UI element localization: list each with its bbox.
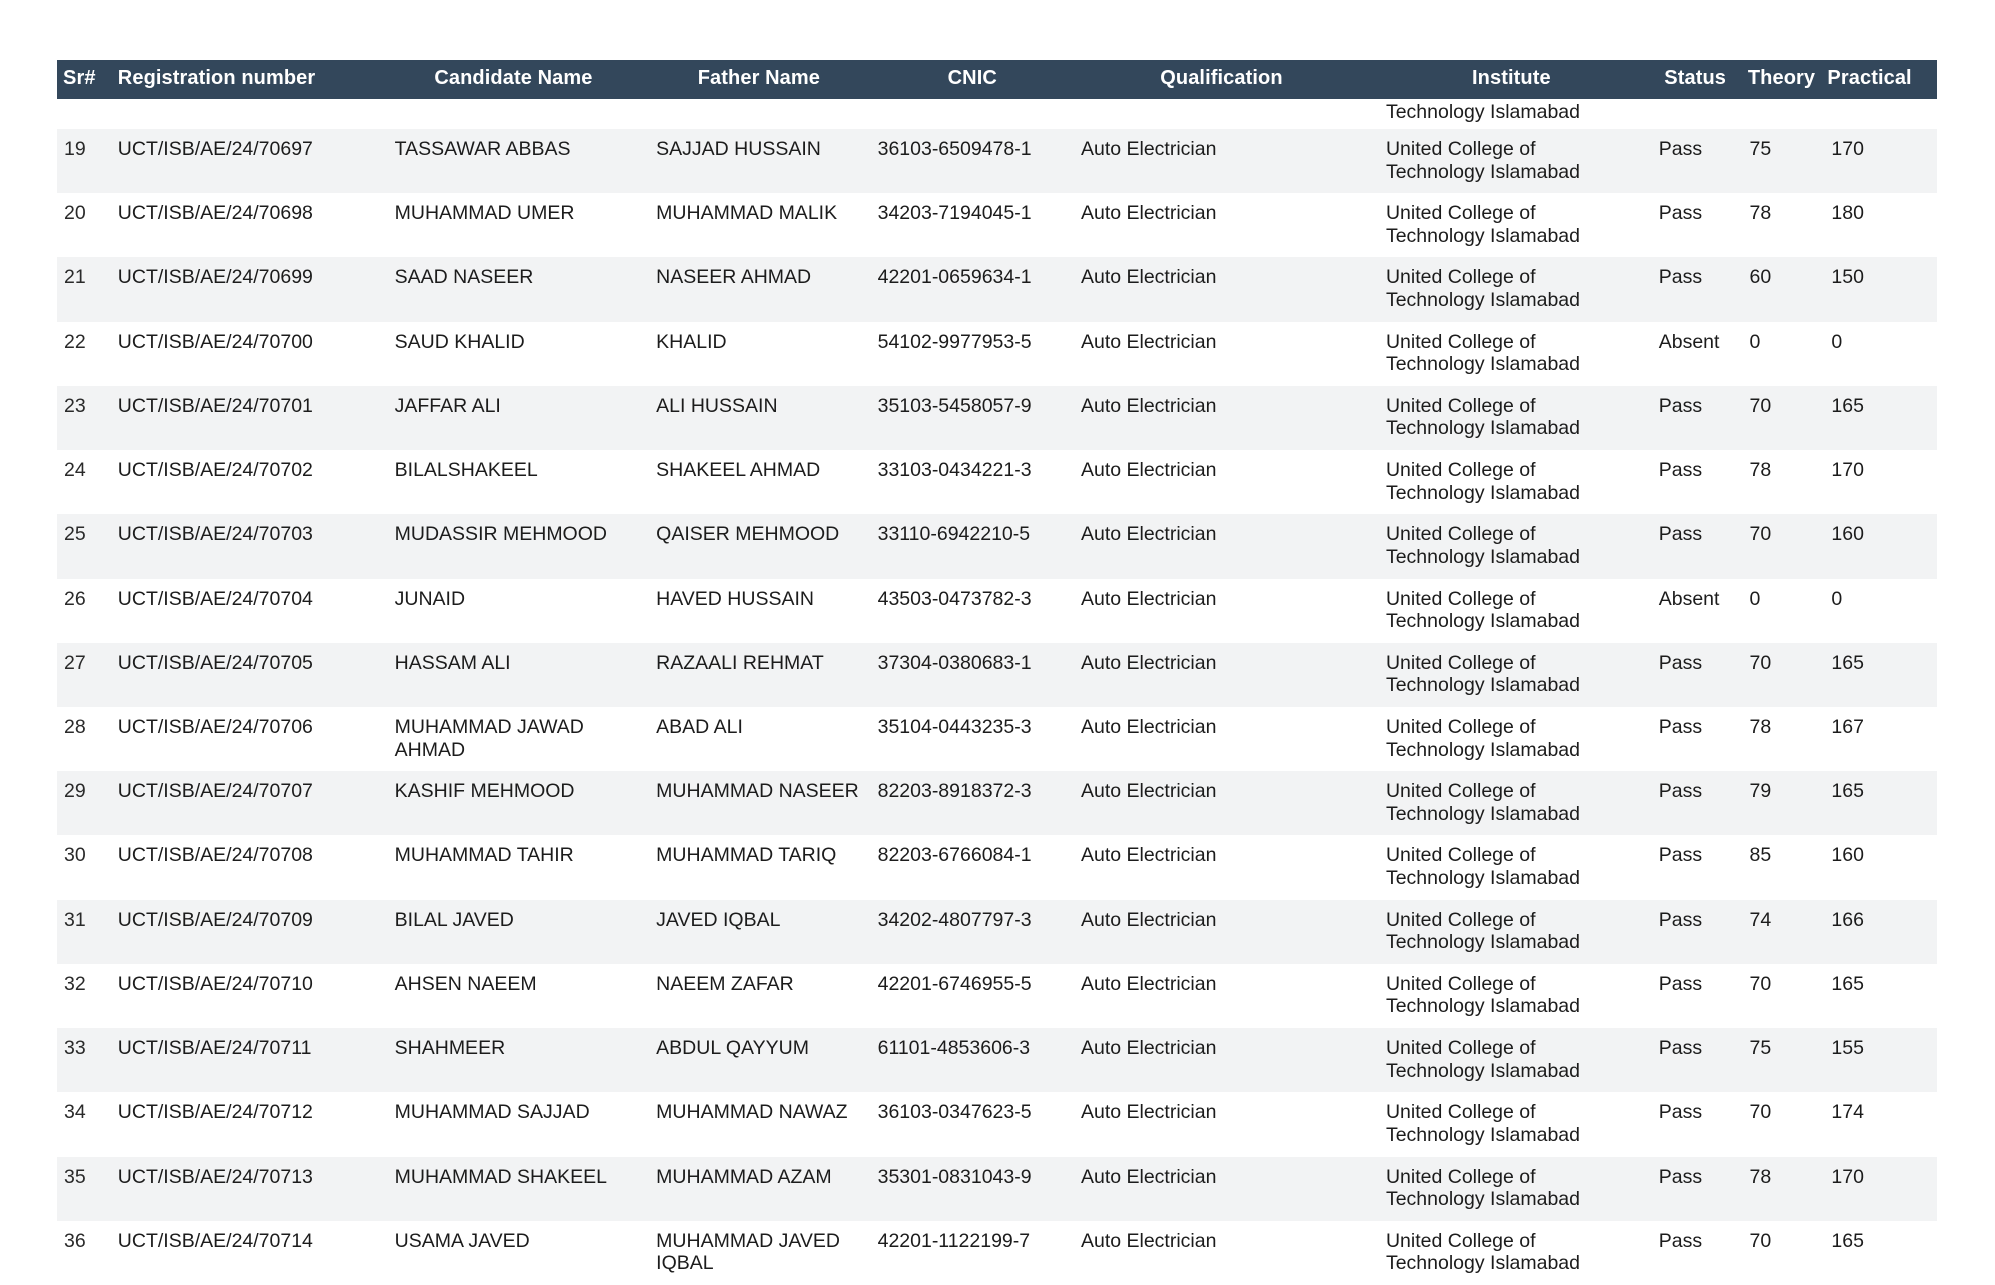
text-line: Technology Islamabad [1385,1188,1580,1211]
cell-father-name: ABAD ALI [644,707,873,771]
cell-qualification: Auto Electrician [1071,1157,1372,1221]
table-header [57,60,1937,99]
cell-qualification: Auto Electrician [1071,1221,1372,1285]
cell-registration-number: UCT/ISB/AE/24/70700 [109,322,383,386]
cell-theory-marks: 75 [1740,129,1824,193]
text-line: United College of [1385,202,1536,225]
cell-practical-marks: 165 [1823,1221,1937,1285]
cell-institute [1372,771,1651,835]
cell-cnic: 36103-0347623-5 [874,1092,1071,1156]
text-line: United College of [1385,266,1536,289]
column-header-qualification[interactable]: Qualification [1071,60,1372,99]
cell-sr: 28 [57,707,109,771]
cell-cnic: 35301-0831043-9 [874,1157,1071,1221]
table-row[interactable] [57,707,1937,771]
text-line: Technology Islamabad [1385,610,1580,633]
cell-theory-marks: 0 [1740,322,1824,386]
cell-theory-marks: 0 [1740,579,1824,643]
text-line: United College of [1385,523,1536,546]
text-line: United College of [1385,1229,1536,1252]
cell-qualification: Auto Electrician [1071,643,1372,707]
cell-qualification: Auto Electrician [1071,386,1372,450]
cell-theory-marks: 78 [1740,707,1824,771]
table-row-carryover [57,99,1937,129]
cell-status: Pass [1651,1157,1740,1221]
text-line: United College of [1385,138,1536,160]
cell-candidate-name: SAUD KHALID [383,322,645,386]
cell-sr: 21 [57,257,109,321]
cell-cnic: 42201-6746955-5 [874,964,1071,1028]
cell-institute [1372,1028,1651,1092]
cell-registration-number: UCT/ISB/AE/24/70708 [109,835,383,899]
cell-status: Absent [1651,579,1740,643]
cell-practical-marks: 150 [1823,257,1937,321]
empty-cell [1740,99,1824,129]
cell-candidate-name: BILALSHAKEEL [383,450,645,514]
cell-registration-number: UCT/ISB/AE/24/70701 [109,386,383,450]
cell-registration-number: UCT/ISB/AE/24/70697 [109,129,383,193]
table-row[interactable] [57,900,1937,964]
cell-father-name: HAVED HUSSAIN [644,579,873,643]
cell-father-name: NASEER AHMAD [644,257,873,321]
cell-candidate-name: TASSAWAR ABBAS [383,129,645,193]
cell-cnic: 54102-9977953-5 [874,322,1071,386]
text-line: United College of [1385,780,1536,803]
text-line: Technology Islamabad [1385,545,1580,568]
cell-practical-marks: 170 [1823,129,1937,193]
column-header-status[interactable]: Status [1651,60,1740,99]
cell-practical-marks: 170 [1823,1157,1937,1221]
empty-cell [57,99,109,129]
cell-practical-marks: 155 [1823,1028,1937,1092]
cell-candidate-name: HASSAM ALI [383,643,645,707]
text-line: United College of [1385,1101,1536,1124]
cell-status: Pass [1651,643,1740,707]
cell-practical-marks: 170 [1823,450,1937,514]
text-line: Technology Islamabad [1385,1059,1580,1082]
cell-candidate-name: BILAL JAVED [383,900,645,964]
cell-father-name: KHALID [644,322,873,386]
column-header-theory[interactable]: Theory [1740,60,1824,99]
cell-theory-marks: 78 [1740,193,1824,257]
cell-cnic: 61101-4853606-3 [874,1028,1071,1092]
cell-qualification: Auto Electrician [1071,1028,1372,1092]
carryover-institute-cell [1372,99,1651,129]
text-line: United College of [1385,459,1536,482]
cell-candidate-name: MUHAMMAD SHAKEEL [383,1157,645,1221]
cell-registration-number: UCT/ISB/AE/24/70707 [109,771,383,835]
cell-cnic: 82203-6766084-1 [874,835,1071,899]
cell-status: Pass [1651,1221,1740,1285]
cell-father-name: RAZAALI REHMAT [644,643,873,707]
cell-candidate-name: KASHIF MEHMOOD [383,771,645,835]
text-line: Technology Islamabad [1385,481,1580,504]
text-line: Technology Islamabad [1385,1123,1580,1146]
cell-father-name: JAVED IQBAL [644,900,873,964]
cell-practical-marks: 165 [1823,386,1937,450]
cell-candidate-name: JUNAID [383,579,645,643]
text-line: Technology Islamabad [1385,674,1580,697]
empty-cell [1651,99,1740,129]
text-line: United College of [1385,715,1536,738]
table-row[interactable] [57,1157,1937,1221]
cell-status: Pass [1651,900,1740,964]
cell-qualification: Auto Electrician [1071,964,1372,1028]
table-row[interactable] [57,322,1937,386]
table-row[interactable] [57,1221,1937,1285]
cell-institute [1372,193,1651,257]
cell-cnic: 35104-0443235-3 [874,707,1071,771]
table-row[interactable] [57,257,1937,321]
cell-practical-marks: 167 [1823,707,1937,771]
table-row[interactable] [57,1028,1937,1092]
cell-theory-marks: 75 [1740,1028,1824,1092]
cell-candidate-name: MUHAMMAD TAHIR [383,835,645,899]
column-header-candidate-name[interactable]: Candidate Name [383,60,645,99]
cell-registration-number: UCT/ISB/AE/24/70702 [109,450,383,514]
cell-father-name: SHAKEEL AHMAD [644,450,873,514]
table-row[interactable] [57,579,1937,643]
cell-institute [1372,514,1651,578]
cell-sr: 24 [57,450,109,514]
cell-father-name: MUHAMMAD AZAM [644,1157,873,1221]
cell-institute [1372,643,1651,707]
cell-cnic: 42201-1122199-7 [874,1221,1071,1285]
cell-cnic: 34203-7194045-1 [874,193,1071,257]
cell-sr: 25 [57,514,109,578]
cell-sr: 27 [57,643,109,707]
cell-practical-marks: 165 [1823,771,1937,835]
column-header-father-name[interactable]: Father Name [644,60,873,99]
cell-sr: 33 [57,1028,109,1092]
cell-status: Pass [1651,257,1740,321]
cell-status: Pass [1651,964,1740,1028]
institute-line: Technology Islamabad [1385,101,1580,123]
cell-qualification: Auto Electrician [1071,900,1372,964]
cell-sr: 23 [57,386,109,450]
cell-father-name: MUHAMMAD TARIQ [644,835,873,899]
cell-institute [1372,450,1651,514]
text-line: Technology Islamabad [1385,867,1580,890]
cell-institute [1372,579,1651,643]
cell-institute [1372,707,1651,771]
empty-cell [1823,99,1937,129]
cell-qualification: Auto Electrician [1071,257,1372,321]
cell-father-name: MUHAMMAD NAWAZ [644,1092,873,1156]
cell-qualification: Auto Electrician [1071,1092,1372,1156]
cell-practical-marks: 160 [1823,514,1937,578]
cell-cnic: 35103-5458057-9 [874,386,1071,450]
text-line: Technology Islamabad [1385,802,1580,825]
text-line: Technology Islamabad [1385,353,1580,376]
text-line: Technology Islamabad [1385,289,1580,312]
cell-institute [1372,1157,1651,1221]
cell-father-name: SAJJAD HUSSAIN [644,129,873,193]
table-row[interactable] [57,386,1937,450]
text-line: United College of [1385,330,1536,353]
cell-candidate-name: MUHAMMAD UMER [383,193,645,257]
cell-status: Pass [1651,386,1740,450]
cell-candidate-name: USAMA JAVED [383,1221,645,1285]
text-line: MUHAMMAD JAWAD [394,715,584,738]
cell-status: Pass [1651,450,1740,514]
candidate-results-table [57,60,1937,1285]
cell-practical-marks: 174 [1823,1092,1937,1156]
cell-status: Pass [1651,193,1740,257]
cell-theory-marks: 70 [1740,964,1824,1028]
cell-institute [1372,835,1651,899]
cell-qualification: Auto Electrician [1071,771,1372,835]
cell-cnic: 42201-0659634-1 [874,257,1071,321]
cell-cnic: 82203-8918372-3 [874,771,1071,835]
cell-status: Pass [1651,129,1740,193]
text-line: United College of [1385,394,1536,417]
empty-cell [1071,99,1372,129]
column-header-sr[interactable]: Sr# [57,60,109,99]
cell-cnic: 37304-0380683-1 [874,643,1071,707]
text-line: United College of [1385,1165,1536,1188]
cell-theory-marks: 70 [1740,514,1824,578]
cell-sr: 26 [57,579,109,643]
cell-practical-marks: 0 [1823,322,1937,386]
cell-status: Pass [1651,707,1740,771]
text-line: AHMAD [394,738,466,761]
cell-candidate-name: MUDASSIR MEHMOOD [383,514,645,578]
cell-status: Pass [1651,1092,1740,1156]
cell-sr: 20 [57,193,109,257]
column-header-registration-number[interactable]: Registration number [109,60,383,99]
cell-sr: 29 [57,771,109,835]
cell-practical-marks: 0 [1823,579,1937,643]
column-header-institute[interactable]: Institute [1372,60,1651,99]
cell-sr: 30 [57,835,109,899]
cell-qualification: Auto Electrician [1071,322,1372,386]
cell-father-name: NAEEM ZAFAR [644,964,873,1028]
table-row[interactable] [57,964,1937,1028]
text-line: United College of [1385,1037,1536,1060]
table-row[interactable] [57,514,1937,578]
cell-registration-number: UCT/ISB/AE/24/70709 [109,900,383,964]
cell-registration-number: UCT/ISB/AE/24/70714 [109,1221,383,1285]
cell-sr: 34 [57,1092,109,1156]
column-header-practical[interactable]: Practical [1823,60,1937,99]
text-line: Technology Islamabad [1385,738,1580,761]
cell-father-name: ALI HUSSAIN [644,386,873,450]
table-row[interactable] [57,771,1937,835]
cell-cnic: 33103-0434221-3 [874,450,1071,514]
cell-registration-number: UCT/ISB/AE/24/70713 [109,1157,383,1221]
cell-registration-number: UCT/ISB/AE/24/70711 [109,1028,383,1092]
cell-father-name: MUHAMMAD MALIK [644,193,873,257]
table-body [57,99,1937,1285]
cell-cnic: 36103-6509478-1 [874,129,1071,193]
cell-sr: 32 [57,964,109,1028]
cell-candidate-name [383,707,645,771]
text-line: Technology Islamabad [1385,224,1580,247]
empty-cell [383,99,645,129]
cell-theory-marks: 70 [1740,643,1824,707]
cell-practical-marks: 160 [1823,835,1937,899]
cell-registration-number: UCT/ISB/AE/24/70710 [109,964,383,1028]
text-line: United College of [1385,587,1536,610]
cell-institute [1372,964,1651,1028]
cell-theory-marks: 60 [1740,257,1824,321]
cell-father-name: MUHAMMAD NASEER [644,771,873,835]
cell-qualification: Auto Electrician [1071,707,1372,771]
table-row[interactable] [57,835,1937,899]
cell-institute [1372,1221,1651,1285]
cell-theory-marks: 78 [1740,450,1824,514]
cell-qualification: Auto Electrician [1071,579,1372,643]
cell-institute [1372,129,1651,193]
cell-sr: 36 [57,1221,109,1285]
cell-practical-marks: 165 [1823,643,1937,707]
cell-father-name: QAISER MEHMOOD [644,514,873,578]
cell-institute [1372,386,1651,450]
cell-cnic: 43503-0473782-3 [874,579,1071,643]
cell-institute [1372,257,1651,321]
cell-registration-number: UCT/ISB/AE/24/70704 [109,579,383,643]
cell-institute [1372,1092,1651,1156]
cell-registration-number: UCT/ISB/AE/24/70703 [109,514,383,578]
cell-cnic: 34202-4807797-3 [874,900,1071,964]
cell-registration-number: UCT/ISB/AE/24/70706 [109,707,383,771]
table-row[interactable] [57,450,1937,514]
cell-registration-number: UCT/ISB/AE/24/70712 [109,1092,383,1156]
cell-status: Pass [1651,835,1740,899]
text-line: Technology Islamabad [1385,160,1580,183]
cell-registration-number: UCT/ISB/AE/24/70705 [109,643,383,707]
cell-sr: 35 [57,1157,109,1221]
cell-practical-marks: 166 [1823,900,1937,964]
text-line: Technology Islamabad [1385,995,1580,1018]
cell-candidate-name: SAAD NASEER [383,257,645,321]
text-line: United College of [1385,972,1536,995]
cell-sr: 19 [57,129,109,193]
text-line: United College of [1385,844,1536,867]
text-line: Technology Islamabad [1385,931,1580,954]
cell-candidate-name: AHSEN NAEEM [383,964,645,1028]
cell-theory-marks: 85 [1740,835,1824,899]
cell-status: Pass [1651,514,1740,578]
cell-qualification: Auto Electrician [1071,835,1372,899]
cell-status: Pass [1651,771,1740,835]
header-row [57,60,1937,99]
cell-candidate-name: MUHAMMAD SAJJAD [383,1092,645,1156]
text-line: Technology Islamabad [1385,417,1580,440]
table-row[interactable] [57,1092,1937,1156]
cell-practical-marks: 165 [1823,964,1937,1028]
cell-qualification: Auto Electrician [1071,514,1372,578]
cell-candidate-name: JAFFAR ALI [383,386,645,450]
cell-theory-marks: 70 [1740,386,1824,450]
text-line: Technology Islamabad [1385,1252,1580,1275]
cell-theory-marks: 74 [1740,900,1824,964]
cell-status: Pass [1651,1028,1740,1092]
empty-cell [109,99,383,129]
cell-qualification: Auto Electrician [1071,193,1372,257]
table-row[interactable] [57,643,1937,707]
cell-candidate-name: SHAHMEER [383,1028,645,1092]
cell-status: Absent [1651,322,1740,386]
cell-father-name [644,1221,873,1285]
results-table-container [57,60,1937,1285]
cell-qualification: Auto Electrician [1071,450,1372,514]
empty-cell [874,99,1071,129]
empty-cell [644,99,873,129]
text-line: IQBAL [656,1252,714,1275]
text-line: United College of [1385,908,1536,931]
cell-sr: 22 [57,322,109,386]
cell-theory-marks: 70 [1740,1221,1824,1285]
cell-registration-number: UCT/ISB/AE/24/70699 [109,257,383,321]
cell-institute [1372,322,1651,386]
cell-theory-marks: 78 [1740,1157,1824,1221]
table-row[interactable] [57,193,1937,257]
cell-sr: 31 [57,900,109,964]
cell-cnic: 33110-6942210-5 [874,514,1071,578]
column-header-cnic[interactable]: CNIC [874,60,1071,99]
table-row[interactable] [57,129,1937,193]
cell-institute [1372,900,1651,964]
text-line: MUHAMMAD JAVED [656,1229,840,1252]
cell-theory-marks: 79 [1740,771,1824,835]
cell-theory-marks: 70 [1740,1092,1824,1156]
cell-practical-marks: 180 [1823,193,1937,257]
cell-father-name: ABDUL QAYYUM [644,1028,873,1092]
cell-registration-number: UCT/ISB/AE/24/70698 [109,193,383,257]
cell-qualification: Auto Electrician [1071,129,1372,193]
text-line: United College of [1385,651,1536,674]
